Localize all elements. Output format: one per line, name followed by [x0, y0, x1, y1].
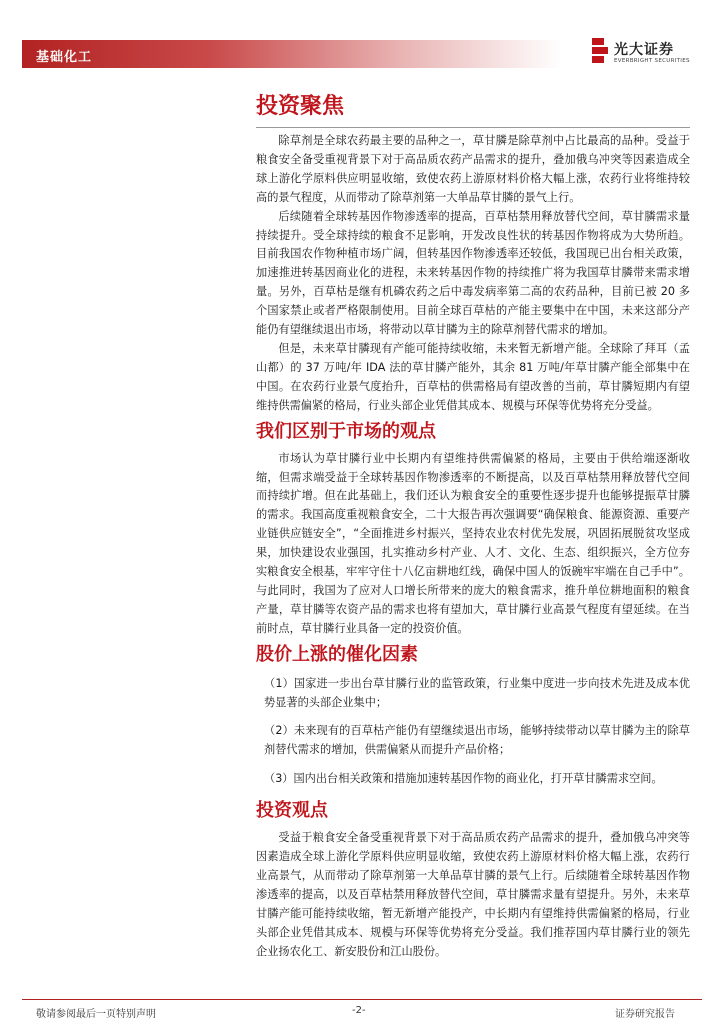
- differ-paragraph: 市场认为草甘膦行业中长期内有望维持供需偏紧的格局，主要由于供给端逐渐收缩，但需求端受益于全球转基因作物渗透率的不断提高，以及百草枯禁用释放替代空间而持续扩增。但在此基础上，我们还认为粮食安全的重要性逐步提升也能够提振草甘膦的需求。我国高度重视粮食安全，二十大报告再次强调要“确保粮食、能源资源、重要产业链供应链安全”，“全面推进乡村振兴，坚持农业农村优先发展，巩固拓展脱贫攻坚成果，加快建设农业强国，扎实推动乡村产业、人才、文化、生态、组织振兴，全方位夯实粮食安全根基，牢牢守住十八亿亩耕地红线，确保中国人的饭碗牢牢端在自己手中”。与此同时，我国为了应对人口增长所带来的庞大的粮食需求，推升单位耕地面积的粮食产量，草甘膦等农资产品的需求也将有望加大，草甘膦行业高景气程度有望延续。在当前时点，草甘膦行业具备一定的投资价值。: [256, 451, 690, 635]
- catalyst-item: （2）未来现有的百草枯产能仍有望继续退出市场，能够持续带动以草甘膦为主的除草剂替代需求的增加，供需偏紧从而提升产品价格；: [264, 724, 690, 757]
- differ-title: 我们区别于市场的观点: [256, 420, 436, 442]
- company-logo: [592, 38, 702, 68]
- focus-paragraph: 除草剂是全球农药最主要的品种之一，草甘膦是除草剂中占比最高的品种。受益于粮食安全备受重视背景下对于高品质农药产品需求的提升，叠加俄乌冲突等因素造成全球上游化学原料供应明显收缩，致使农药上游原材料价格大幅上涨，农药行业将维持较高的景气程度，从而带动了除草剂第一大单品草甘膦的景气上行。: [256, 134, 690, 204]
- logo-mark-icon: [592, 38, 610, 64]
- view-paragraph: 受益于粮食安全备受重视背景下对于高品质农药产品需求的提升，叠加俄乌冲突等因素造成全球上游化学原料供应明显收缩，致使农药上游原材料价格大幅上涨，农药行业高景气，从而带动了除草剂第一大单品草甘膦的景气上行。后续随着全球转基因作物渗透率的提高，以及百草枯禁用释放替代空间，草甘膦需求量有望提升。另外，未来草甘膦产能可能持续收缩，暂无新增产能投产，中长期内有望维持供需偏紧的格局，行业头部企业凭借其成本、规模与环保等优势将充分受益。我们推荐国内草甘膦行业的领先企业扬农化工、新安股份和江山股份。: [256, 831, 690, 958]
- catalyst-item: （1）国家进一步出台草甘膦行业的监管政策，行业集中度进一步向技术先进及成本优势显著的头部企业集中；: [264, 676, 690, 709]
- focus-paragraph: 但是，未来草甘膦现有产能可能持续收缩，未来暂无新增产能。全球除了拜耳（孟山都）的 37 万吨/年 IDA 法的草甘膦产能外，其余 81 万吨/年草甘膦产能全部集中在中国。在农药行业景气度抬升，百草枯的供需格局有望改善的当前，草甘膦短期内有望维持供需偏紧的格局，行业头部企业凭借其成本、规模与环保等优势将充分受益。: [256, 341, 690, 412]
- logo-subtext: EVERBRIGHT SECURITIES: [614, 58, 690, 64]
- report-body: [256, 92, 690, 962]
- page-number: -2-: [352, 1005, 366, 1016]
- report-type: 证券研究报告: [615, 1009, 675, 1020]
- view-title: 投资观点: [256, 800, 328, 822]
- catalyst-item: （3）国内出台相关政策和措施加速转基因作物的商业化，打开草甘膦需求空间。: [264, 772, 663, 786]
- header-band: [22, 40, 562, 68]
- catalysts-title: 股价上涨的催化因素: [256, 643, 418, 665]
- investment-focus-title: 投资聚焦: [256, 94, 345, 119]
- footer-divider: [22, 999, 702, 1000]
- section-label: 基础化工: [36, 50, 93, 65]
- footer-disclaimer: 敬请参阅最后一页特别声明: [36, 1009, 156, 1020]
- logo-text: 光大证券: [614, 42, 674, 58]
- title-divider: [256, 127, 690, 128]
- focus-paragraph: 后续随着全球转基因作物渗透率的提高，百草枯禁用释放替代空间，草甘膦需求量持续提升。受全球持续的粮食不足影响，开发改良性状的转基因作物将成为大势所趋。目前我国农作物种植市场广阔，但转基因作物渗透率还较低，我国现已出台相关政策，加速推进转基因商业化的进程，未来转基因作物的持续推广将为我国草甘膦带来需求增量。另外，百草枯是继有机磷农药之后中毒发病率第二高的农药品种，目前已被 20 多个国家禁止或者严格限制使用。目前全球百草枯的产能主要集中在中国，未来这部分产能仍有望继续退出市场，将带动以草甘膦为主的除草剂替代需求的增加。: [256, 209, 690, 337]
